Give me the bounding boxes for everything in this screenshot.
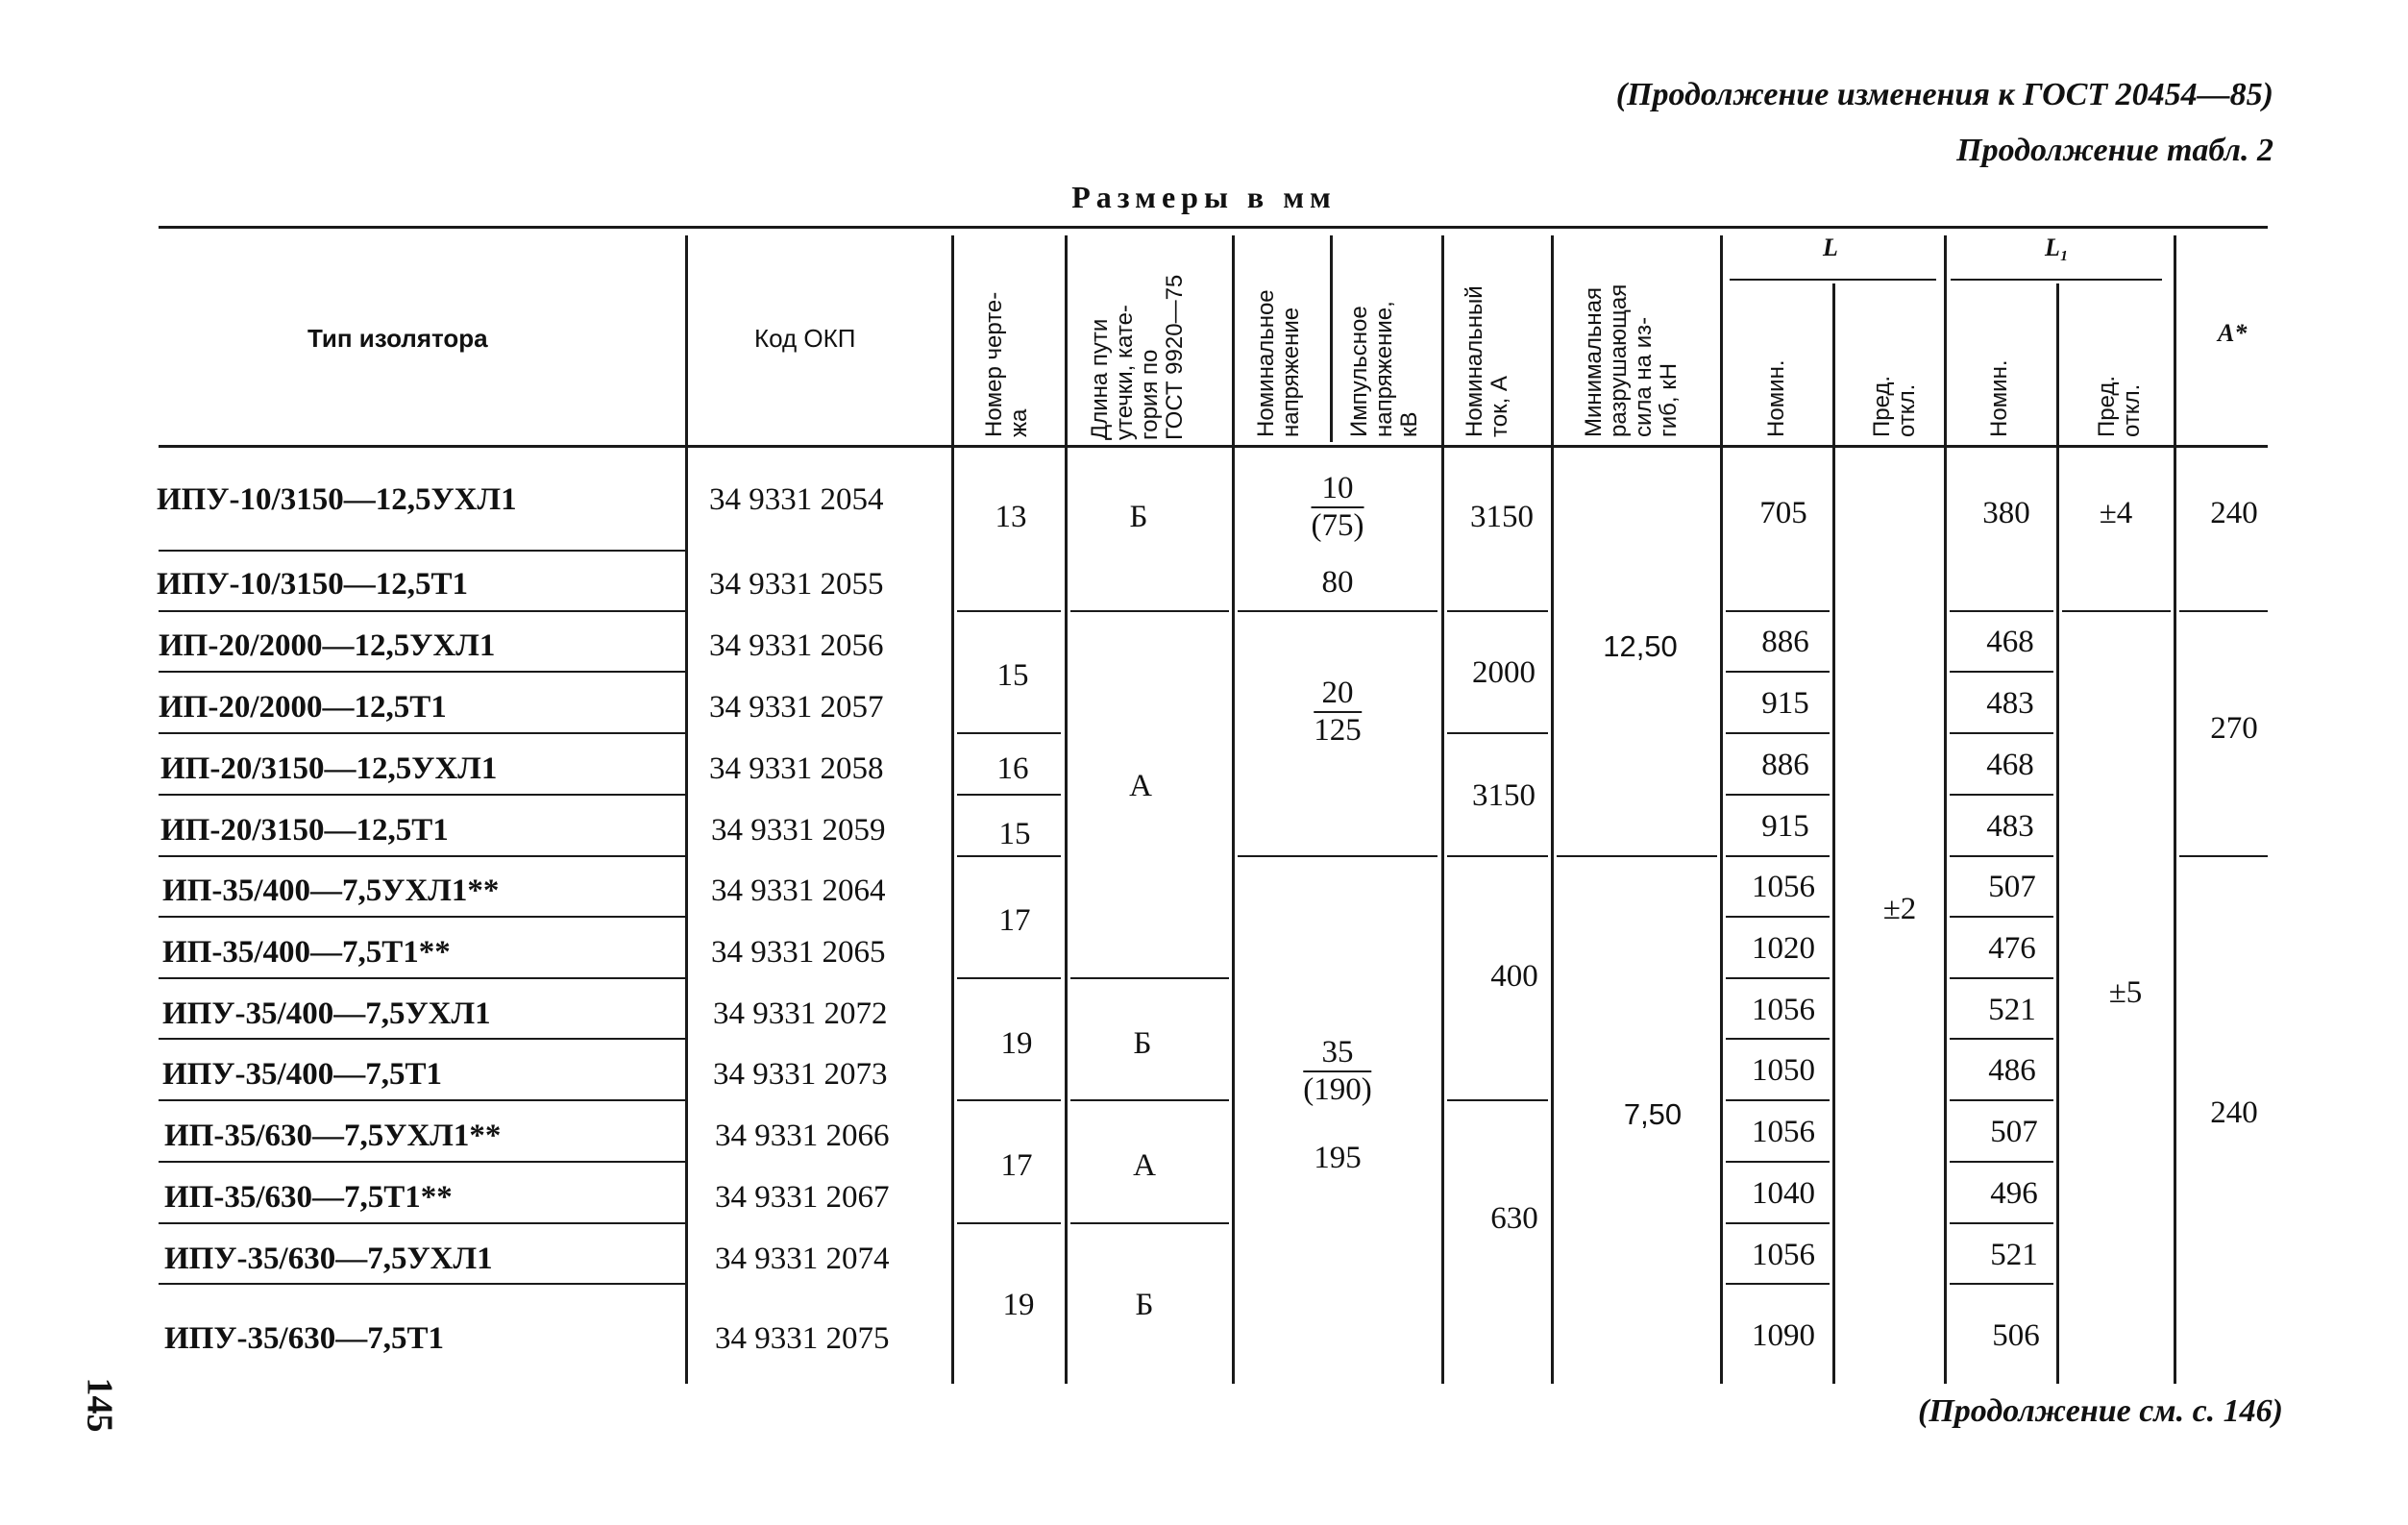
drawing-group-rule [957,1222,1061,1224]
col-divider [1832,283,1835,1384]
okp-code: 34 9331 2067 [715,1180,890,1215]
L-nominal: 1020 [1752,931,1815,966]
L1-row-rule [1950,732,2053,734]
A-value: 240 [2210,496,2258,530]
okp-code: 34 9331 2072 [713,996,888,1031]
L-nominal: 705 [1759,496,1807,530]
insulator-type: ИП-35/400—7,5УХЛ1** [162,873,500,908]
L-row-rule [1726,916,1830,918]
voltage-fraction [1312,471,1364,544]
A-group-rule [2179,610,2268,612]
L1-row-rule [1950,794,2053,796]
rated-current: 3150 [1470,500,1534,534]
drawing-number: 15 [996,658,1029,693]
col-divider [685,235,688,1384]
row-rule [159,550,685,552]
L-row-rule [1726,1038,1830,1040]
okp-code: 34 9331 2066 [715,1119,890,1153]
L-nominal: 1056 [1752,1115,1815,1149]
row-rule [159,732,685,734]
okp-code: 34 9331 2065 [711,935,886,970]
L1-nominal: 468 [1986,748,2034,782]
insulator-type: ИПУ-35/400—7,5Т1 [162,1057,442,1092]
col-header-L1-nom: Номин. [1986,359,2012,437]
L-row-rule [1726,977,1830,979]
insulator-type: ИПУ-35/400—7,5УХЛ1 [162,996,491,1031]
insulator-type: ИП-20/2000—12,5Т1 [159,690,447,725]
L-row-rule [1726,1283,1830,1285]
row-rule [159,610,685,612]
rated-current: 630 [1490,1201,1538,1236]
L1-row-rule [1950,1161,2053,1163]
impulse-voltage-alt: 195 [1314,1141,1362,1175]
drawing-number: 17 [998,903,1031,938]
row-rule [159,794,685,796]
drawing-group-rule [957,977,1061,979]
L1-row-rule [1950,610,2053,612]
okp-code: 34 9331 2074 [715,1242,890,1276]
col-divider [2056,283,2059,1384]
col-header-current: Номинальный ток, А [1462,285,1512,437]
L-nominal: 1090 [1752,1318,1815,1353]
drawing-group-rule [957,855,1061,857]
leakage-category: А [1129,769,1152,803]
col-header-drawing: Номер черте- жа [981,291,1032,437]
col-header-L1: L₁ [2045,234,2069,261]
impulse-voltage: (75) [1311,508,1364,543]
okp-code: 34 9331 2056 [709,628,884,663]
insulator-type: ИП-20/3150—12,5Т1 [160,813,449,848]
col-divider [951,235,954,1384]
row-rule [159,671,685,673]
continuation-header: (Продолжение изменения к ГОСТ 20454—85) [1615,77,2273,112]
current-group-rule [1447,732,1548,734]
L1-row-rule [1950,1038,2053,1040]
L1-row-rule [1950,855,2053,857]
L1-nominal: 507 [1988,870,2036,904]
voltage-fraction [1314,676,1362,749]
col-divider [1330,235,1333,442]
page-number: 145 [79,1377,120,1433]
okp-code: 34 9331 2054 [709,482,884,517]
nominal-voltage: 20 [1314,676,1362,713]
A-value: 240 [2210,1095,2258,1130]
insulator-type: ИПУ-10/3150—12,5УХЛ1 [157,482,517,517]
col-header-L: L [1823,234,1838,261]
current-group-rule [1447,855,1548,857]
L-group-rule [1730,279,1936,281]
leakage-group-rule [1070,1222,1229,1224]
nominal-voltage: 35 [1303,1035,1371,1072]
row-rule [159,855,685,857]
insulator-type: ИП-35/630—7,5Т1** [164,1180,453,1215]
L1-tolerance: ±4 [2099,496,2133,530]
drawing-number: 13 [995,500,1027,534]
col-header-code: Код ОКП [754,324,856,353]
L1-nominal: 506 [1992,1318,2040,1353]
impulse-voltage: 125 [1314,713,1362,748]
voltage-group-rule [1238,855,1437,857]
L-row-rule [1726,1161,1830,1163]
insulator-type: ИПУ-35/630—7,5Т1 [164,1321,444,1356]
drawing-group-rule [957,1099,1061,1101]
L1-nominal: 521 [1990,1238,2038,1272]
table-top-rule [159,226,2268,229]
voltage-fraction [1303,1035,1371,1108]
L-nominal: 886 [1761,748,1809,782]
insulator-type: ИП-35/400—7,5Т1** [162,935,451,970]
insulator-type: ИП-20/3150—12,5УХЛ1 [160,751,498,786]
col-header-L-nom: Номин. [1763,359,1789,437]
row-rule [159,1283,685,1285]
okp-code: 34 9331 2055 [709,567,884,602]
col-header-force: Минимальная разрушающая сила на из- гиб, кН [1581,283,1682,437]
insulator-type: ИПУ-10/3150—12,5Т1 [157,567,468,602]
L1-group-rule [1951,279,2162,281]
L-nominal: 1040 [1752,1176,1815,1211]
L-nominal: 915 [1761,809,1809,844]
col-divider [1232,235,1235,1384]
leakage-category: Б [1133,1026,1152,1061]
drawing-number: 19 [1000,1026,1033,1061]
row-rule [159,916,685,918]
L-row-rule [1726,794,1830,796]
table-continuation-label: Продолжение табл. 2 [1956,133,2273,168]
header-bottom-rule [159,445,2268,448]
force-group-rule [1557,855,1717,857]
L-nominal: 1050 [1752,1053,1815,1088]
A-value: 270 [2210,711,2258,746]
okp-code: 34 9331 2058 [709,751,884,786]
L1-row-rule [1950,977,2053,979]
drawing-group-rule [957,794,1061,796]
L1-row-rule [1950,916,2053,918]
row-rule [159,1222,685,1224]
L-row-rule [1726,610,1830,612]
row-rule [159,1099,685,1101]
L1-nominal: 521 [1988,993,2036,1027]
rated-current: 400 [1490,959,1538,994]
L1-row-rule [1950,1222,2053,1224]
col-header-impulse-voltage: Импульсное напряжение, кВ [1346,301,1422,437]
okp-code: 34 9331 2057 [709,690,884,725]
rated-current: 2000 [1472,655,1536,690]
col-divider [1441,235,1444,1384]
drawing-number: 15 [998,817,1031,851]
L1-nominal: 496 [1990,1176,2038,1211]
current-group-rule [1447,1099,1548,1101]
col-divider [1944,235,1947,1384]
L-row-rule [1726,671,1830,673]
L-tolerance: ±2 [1882,892,1917,926]
col-divider [2174,235,2176,1384]
col-header-A: А* [2218,319,2248,347]
L1-row-rule [1950,1099,2053,1101]
leakage-category: А [1133,1148,1156,1183]
A-group-rule [2179,855,2268,857]
L-row-rule [1726,732,1830,734]
leakage-group-rule [1070,610,1229,612]
col-header-leakage: Длина пути утечки, кате- гория по ГОСТ 9920—75 [1087,274,1188,440]
rated-current: 3150 [1472,778,1536,813]
L1-tol-group-rule [2062,610,2171,612]
current-group-rule [1447,610,1548,612]
impulse-voltage: (190) [1303,1072,1372,1107]
drawing-number: 17 [1000,1148,1033,1183]
L1-nominal: 468 [1986,625,2034,659]
breaking-force: 12,50 [1603,629,1678,663]
L1-nominal: 476 [1988,931,2036,966]
L1-tolerance: ±5 [2108,975,2143,1010]
col-divider [1065,235,1068,1384]
col-divider [1720,235,1723,1384]
leakage-category: Б [1129,500,1148,534]
L-nominal: 1056 [1752,870,1815,904]
okp-code: 34 9331 2059 [711,813,886,848]
units-caption: Размеры в мм [1071,180,1337,214]
insulator-type: ИПУ-35/630—7,5УХЛ1 [164,1242,493,1276]
voltage-group-rule [1238,610,1437,612]
col-divider [1551,235,1554,1384]
col-header-type: Тип изолятора [307,324,488,353]
L1-nominal: 483 [1986,809,2034,844]
L1-nominal: 380 [1982,496,2030,530]
drawing-group-rule [957,732,1061,734]
L-row-rule [1726,1099,1830,1101]
breaking-force: 7,50 [1623,1097,1683,1131]
L1-nominal: 507 [1990,1115,2038,1149]
L-row-rule [1726,1222,1830,1224]
col-header-nominal-voltage: Номинальное напряжение [1253,289,1304,437]
L-row-rule [1726,855,1830,857]
row-rule [159,1038,685,1040]
row-rule [159,1161,685,1163]
leakage-group-rule [1070,1099,1229,1101]
drawing-number: 19 [1002,1288,1035,1322]
nominal-voltage: 10 [1312,471,1364,508]
col-header-L1-tol: Пред. откл. [2094,375,2145,437]
leakage-category: Б [1135,1288,1154,1322]
insulator-type: ИП-20/2000—12,5УХЛ1 [159,628,496,663]
L-nominal: 915 [1761,686,1809,721]
L-nominal: 1056 [1752,1238,1815,1272]
L1-nominal: 483 [1986,686,2034,721]
L-nominal: 886 [1761,625,1809,659]
continuation-footer: (Продолжение см. с. 146) [1918,1393,2283,1429]
okp-code: 34 9331 2075 [715,1321,890,1356]
L1-row-rule [1950,1283,2053,1285]
row-rule [159,977,685,979]
L1-row-rule [1950,671,2053,673]
insulator-type: ИП-35/630—7,5УХЛ1** [164,1119,502,1153]
okp-code: 34 9331 2073 [713,1057,888,1092]
L-nominal: 1056 [1752,993,1815,1027]
okp-code: 34 9331 2064 [711,873,886,908]
L1-nominal: 486 [1988,1053,2036,1088]
col-header-L-tol: Пред. откл. [1869,375,1920,437]
leakage-group-rule [1070,977,1229,979]
drawing-group-rule [957,610,1061,612]
drawing-number: 16 [996,751,1029,786]
impulse-voltage-alt: 80 [1321,565,1354,600]
